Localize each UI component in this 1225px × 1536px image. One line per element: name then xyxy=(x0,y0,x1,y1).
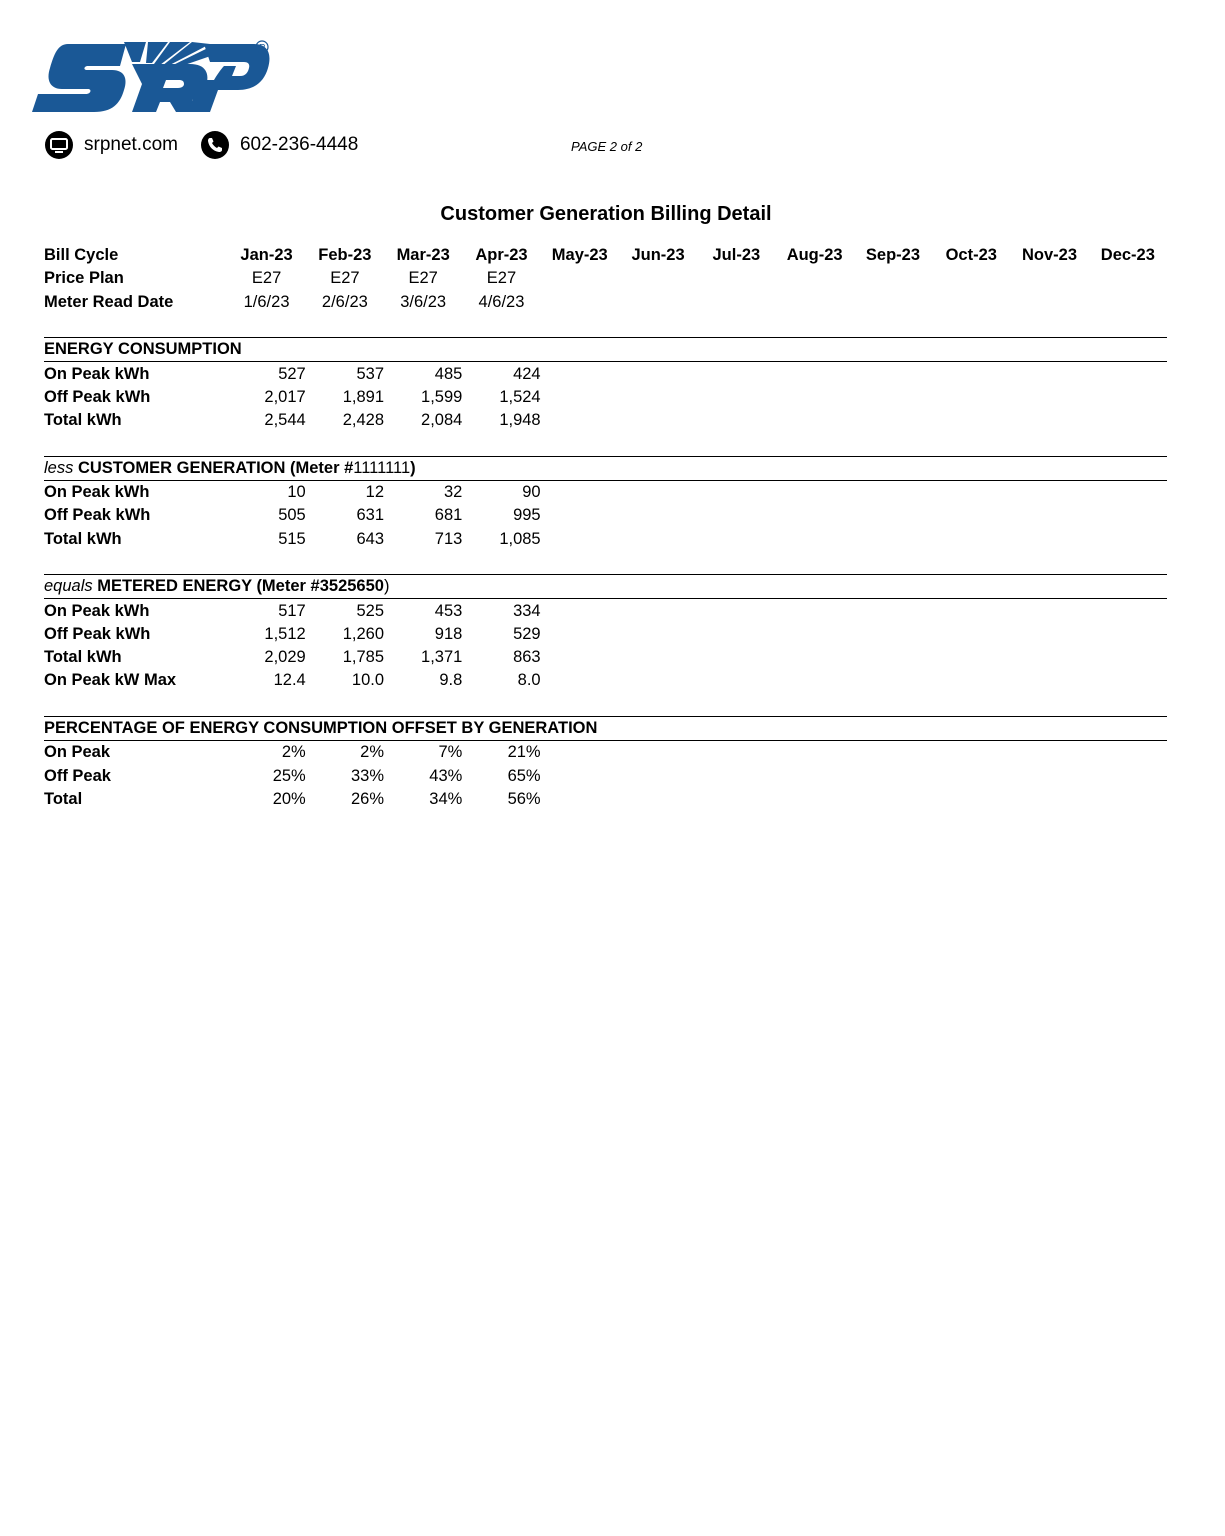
cell: 1,785 xyxy=(342,648,385,667)
cell: 90 xyxy=(522,483,541,502)
section-title-text: METERED ENERGY (Meter #3525650 xyxy=(97,577,384,596)
month-header: Aug-23 xyxy=(786,246,843,265)
section-header-metered xyxy=(44,575,1167,599)
cell: 525 xyxy=(356,601,385,620)
cell: 20% xyxy=(272,789,306,808)
svg-text:R: R xyxy=(259,42,266,53)
cell: 1,948 xyxy=(499,411,541,430)
cell: 517 xyxy=(278,601,306,620)
contact-bar xyxy=(44,130,380,160)
cell: 2% xyxy=(281,743,306,762)
phone-text[interactable]: 602-236-4448 xyxy=(239,134,359,155)
cell: 34% xyxy=(429,789,463,808)
cell: 529 xyxy=(513,624,541,643)
cell: 527 xyxy=(278,364,306,383)
price-plan-value: E27 xyxy=(486,269,517,288)
cell: 7% xyxy=(438,743,463,762)
section-header-generation xyxy=(44,456,1167,480)
cell: 1,524 xyxy=(499,387,541,406)
cell: 863 xyxy=(513,648,541,667)
meter-read-value: 1/6/23 xyxy=(243,292,290,311)
billing-detail-table xyxy=(44,244,1167,811)
month-header: Jul-23 xyxy=(712,246,761,265)
table-row xyxy=(44,765,1167,788)
table-row xyxy=(44,623,1167,646)
cell: 25% xyxy=(272,766,306,785)
table-row xyxy=(44,646,1167,669)
cell: 2,029 xyxy=(264,648,306,667)
srp-logo xyxy=(28,36,273,121)
cell: 424 xyxy=(513,364,541,383)
section-prefix: equals xyxy=(44,577,93,596)
cell: 1,512 xyxy=(264,624,306,643)
cell: 9.8 xyxy=(439,671,463,690)
table-row xyxy=(44,362,1167,386)
bill-cycle-label: Bill Cycle xyxy=(44,246,119,265)
phone-icon xyxy=(200,130,230,160)
section-header-offset xyxy=(44,716,1167,740)
table-row xyxy=(44,409,1167,432)
meter-number: 1111111 xyxy=(353,458,411,477)
cell: 995 xyxy=(513,506,541,525)
table-row xyxy=(44,504,1167,527)
website-contact[interactable] xyxy=(44,130,178,160)
cell: 21% xyxy=(507,743,541,762)
cell: 8.0 xyxy=(517,671,541,690)
section-suffix: ) xyxy=(410,458,416,477)
bill-cycle-row xyxy=(44,244,1167,267)
cell: 10 xyxy=(287,483,306,502)
month-header: May-23 xyxy=(551,246,608,265)
cell: 631 xyxy=(356,506,385,525)
cell: 12.4 xyxy=(273,671,306,690)
cell: 537 xyxy=(356,364,385,383)
document-title: Customer Generation Billing Detail xyxy=(440,203,772,225)
month-header: Feb-23 xyxy=(318,246,372,265)
meter-read-value: 3/6/23 xyxy=(400,292,447,311)
meter-read-row xyxy=(44,291,1167,314)
page-number: PAGE 2 of 2 xyxy=(571,139,643,154)
month-header: Apr-23 xyxy=(475,246,528,265)
cell: 918 xyxy=(434,624,463,643)
section-title-text: CUSTOMER GENERATION (Meter # xyxy=(77,458,354,477)
cell: 643 xyxy=(356,529,385,548)
cell: 65% xyxy=(507,766,541,785)
srp-logo-icon xyxy=(28,36,273,116)
table-row xyxy=(44,599,1167,623)
cell: 1,371 xyxy=(421,648,463,667)
cell: 43% xyxy=(429,766,463,785)
row-label: Off Peak xyxy=(44,766,111,785)
row-label: Total kWh xyxy=(44,529,122,548)
section-title xyxy=(44,575,1167,599)
cell: 2,017 xyxy=(264,387,306,406)
cell: 485 xyxy=(434,364,463,383)
phone-contact[interactable] xyxy=(200,130,358,160)
cell: 2,084 xyxy=(421,411,463,430)
cell: 26% xyxy=(350,789,385,808)
row-label: On Peak kWh xyxy=(44,601,150,620)
cell: 10.0 xyxy=(351,671,385,690)
month-header: Mar-23 xyxy=(396,246,450,265)
table-row xyxy=(44,480,1167,504)
cell: 2% xyxy=(360,743,385,762)
cell: 2,544 xyxy=(264,411,306,430)
price-plan-value: E27 xyxy=(330,269,360,288)
row-label: Total kWh xyxy=(44,648,122,667)
section-header-consumption xyxy=(44,338,1167,362)
cell: 1,085 xyxy=(499,529,541,548)
cell: 2,428 xyxy=(342,411,385,430)
row-label: Off Peak kWh xyxy=(44,506,151,525)
month-header: Jan-23 xyxy=(240,246,293,265)
row-label: Total xyxy=(44,789,83,808)
table-row xyxy=(44,741,1167,765)
row-label: On Peak xyxy=(44,743,111,762)
section-title xyxy=(44,456,1167,480)
table-row xyxy=(44,528,1167,551)
table-row xyxy=(44,788,1167,811)
cell: 56% xyxy=(507,789,541,808)
table-row xyxy=(44,386,1167,409)
cell: 12 xyxy=(365,483,385,502)
price-plan-row xyxy=(44,267,1167,290)
row-label: On Peak kWh xyxy=(44,483,150,502)
cell: 681 xyxy=(434,506,463,525)
price-plan-value: E27 xyxy=(408,269,438,288)
meter-read-label: Meter Read Date xyxy=(44,292,174,311)
month-header: Sep-23 xyxy=(865,246,920,265)
month-header: Jun-23 xyxy=(631,246,685,265)
row-label: Total kWh xyxy=(44,411,122,430)
row-label: On Peak kW Max xyxy=(44,671,177,690)
price-plan-label: Price Plan xyxy=(44,269,124,288)
cell: 32 xyxy=(443,483,463,502)
row-label: Off Peak kWh xyxy=(44,624,151,643)
meter-read-value: 2/6/23 xyxy=(321,292,368,311)
cell: 33% xyxy=(350,766,385,785)
cell: 505 xyxy=(278,506,306,525)
cell: 713 xyxy=(434,529,463,548)
cell: 515 xyxy=(278,529,306,548)
cell: 453 xyxy=(434,601,463,620)
cell: 334 xyxy=(513,601,541,620)
section-title: PERCENTAGE OF ENERGY CONSUMPTION OFFSET BY GENERATION xyxy=(44,716,1167,740)
row-label: Off Peak kWh xyxy=(44,387,151,406)
section-title: ENERGY CONSUMPTION xyxy=(44,338,1167,362)
section-suffix: ) xyxy=(383,577,390,596)
website-text[interactable]: srpnet.com xyxy=(84,134,178,155)
cell: 1,260 xyxy=(342,624,385,643)
section-prefix: less xyxy=(44,458,74,477)
meter-read-value: 4/6/23 xyxy=(478,292,525,311)
row-label: On Peak kWh xyxy=(44,364,150,383)
cell: 1,891 xyxy=(342,387,385,406)
cell: 1,599 xyxy=(421,387,463,406)
price-plan-value: E27 xyxy=(251,269,282,288)
table-row xyxy=(44,669,1167,692)
month-header: Nov-23 xyxy=(1022,246,1078,265)
month-header: Oct-23 xyxy=(945,246,997,265)
monitor-icon xyxy=(44,130,74,160)
month-header: Dec-23 xyxy=(1100,246,1155,265)
